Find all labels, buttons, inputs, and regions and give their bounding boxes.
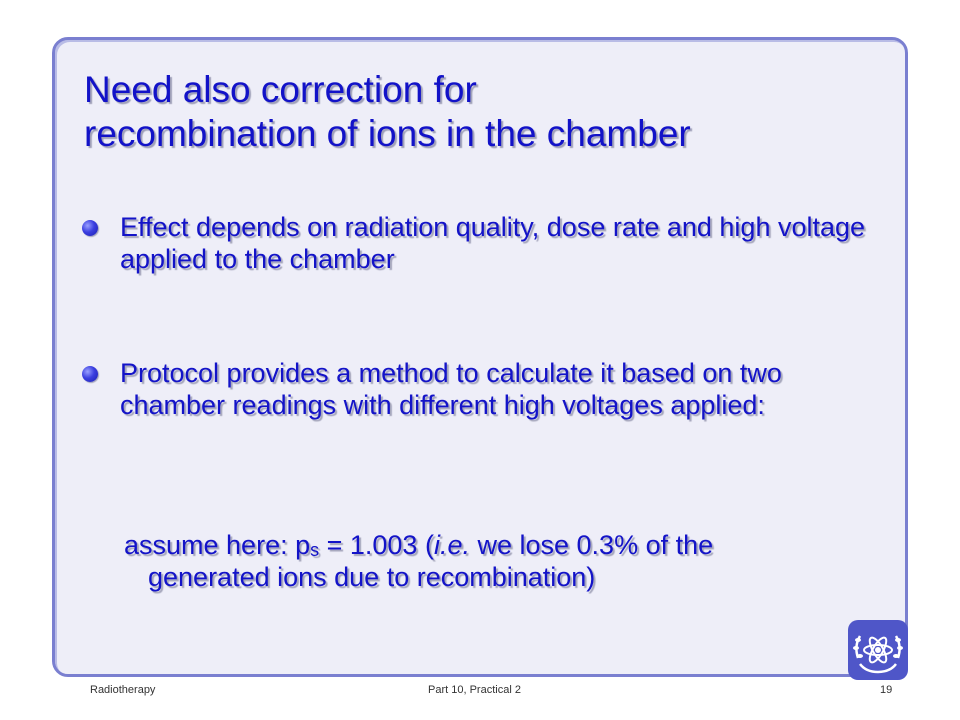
title-line-1: Need also correction for (84, 69, 477, 110)
bullet-item (82, 211, 872, 275)
footer-part: Part 10, Practical 2 (428, 684, 521, 696)
bullet-text: Protocol provides a method to calculate it based on two chamber readings with different high voltages applied: (120, 358, 782, 420)
note-rest: we lose 0.3% of the (469, 530, 714, 560)
page-number: 19 (880, 684, 893, 696)
iaea-atom-logo-icon (846, 618, 910, 682)
footer-course: Radiotherapy (90, 684, 156, 696)
bullet-dot-icon (82, 366, 98, 382)
note-ie: i.e. (433, 530, 470, 560)
note-value: = 1.003 ( (319, 530, 434, 560)
bullet-text: Effect depends on radiation quality, dose rate and high voltage applied to the chamber (120, 212, 866, 274)
note-subscript: s (310, 540, 320, 560)
bullet-dot-icon (82, 220, 98, 236)
assumption-note (124, 529, 844, 593)
note-line-2: generated ions due to recombination) (148, 562, 596, 592)
bullet-item (82, 357, 872, 421)
slide-title (84, 68, 884, 156)
note-prefix: assume here: p (124, 530, 311, 560)
title-line-2: recombination of ions in the chamber (84, 113, 691, 154)
